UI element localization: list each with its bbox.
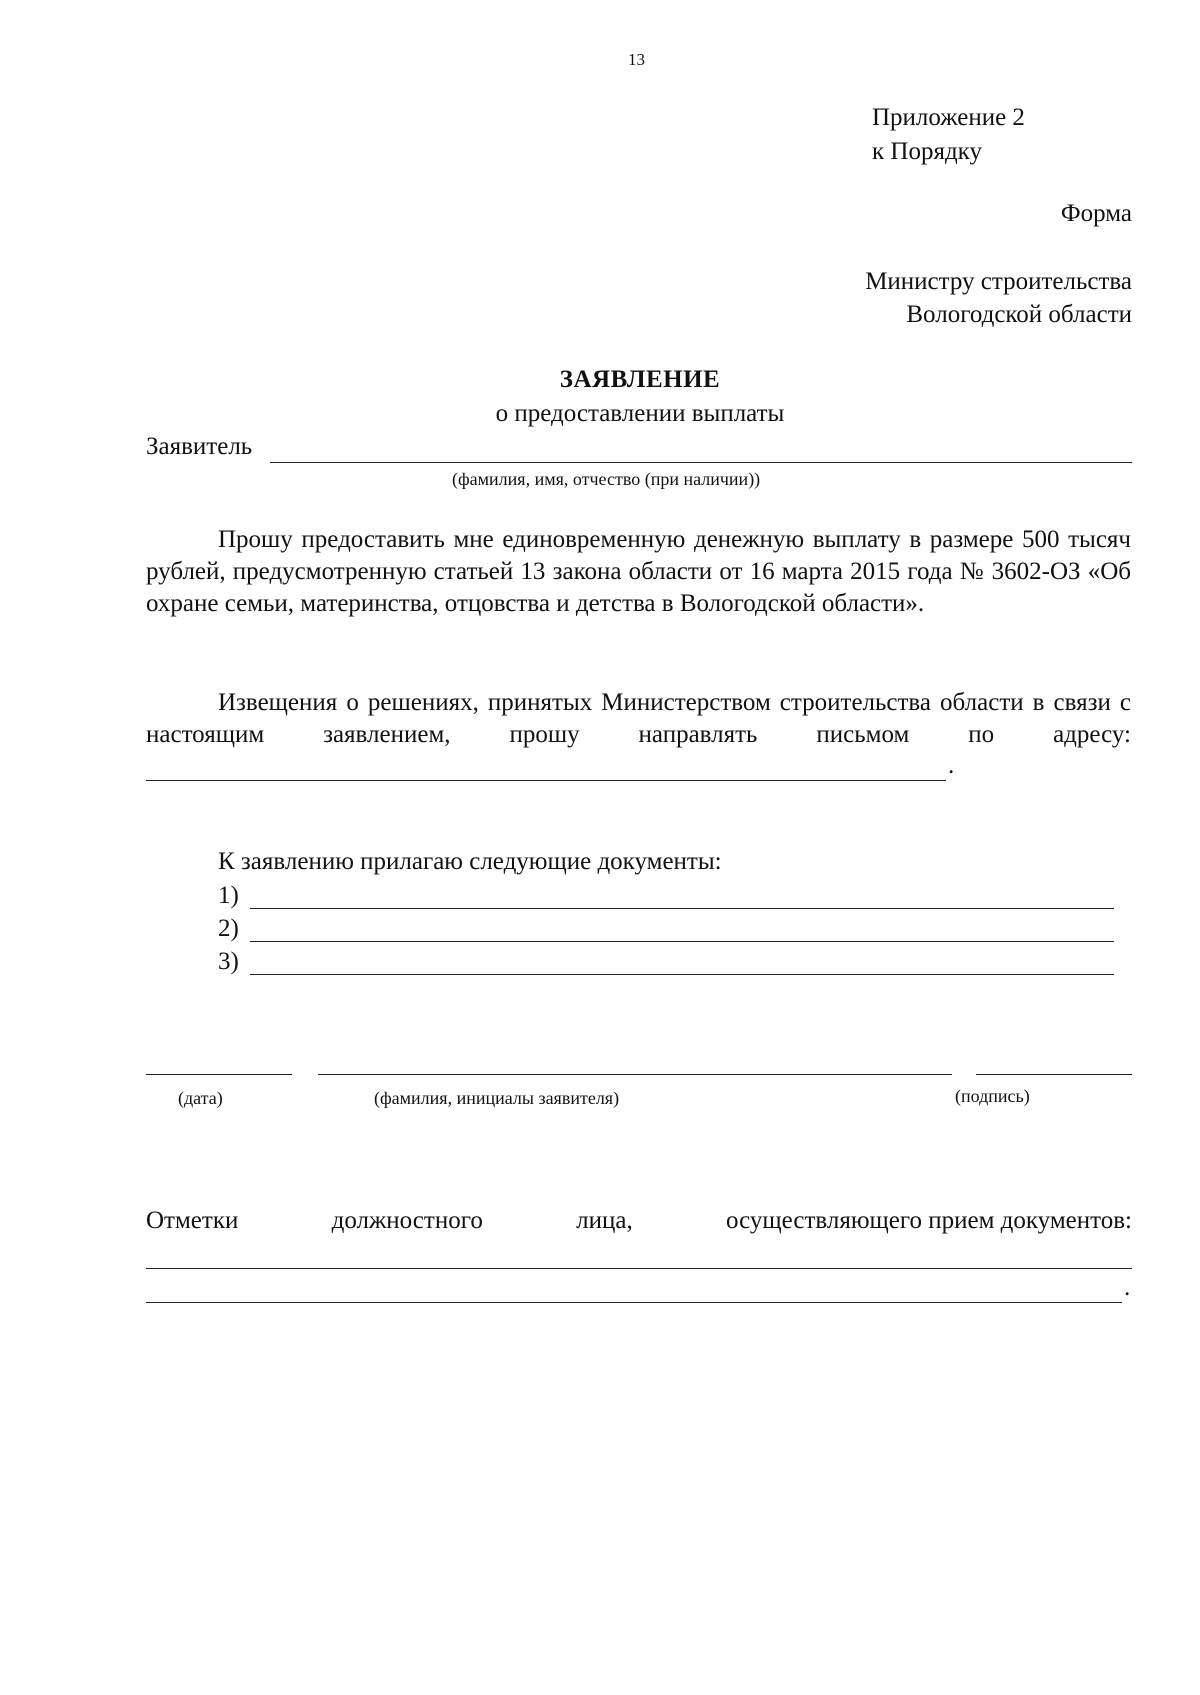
attachment-number-1: 1) [218, 882, 239, 909]
document-subtitle: о предоставлении выплаты [495, 400, 785, 427]
attachment-field-line-1[interactable] [250, 908, 1114, 909]
addressee-line-2: Вологодской области [906, 301, 1132, 328]
official-marks-field-line-2[interactable] [146, 1302, 1122, 1303]
applicant-label: Заявитель [146, 433, 253, 460]
official-marks-word-4: осуществляющего прием документов: [726, 1207, 1132, 1234]
applicant-name-field-line[interactable] [270, 462, 1132, 463]
date-field-line[interactable] [146, 1074, 292, 1075]
official-marks-word-3: лица, [576, 1207, 633, 1234]
form-label: Форма [1060, 200, 1132, 227]
appendix-line-1: Приложение 2 [872, 104, 1025, 131]
appendix-line-2: к Порядку [872, 138, 982, 165]
applicant-name-caption: (фамилия, имя, отчество (при наличии)) [452, 469, 761, 489]
notification-paragraph: Извещения о решениях, принятых Министерством строительства области в связи с настоящим заявлением, прошу направлять письмом по адресу: [146, 689, 1131, 748]
request-paragraph: Прошу предоставить мне единовременную денежную выплату в размере 500 тысяч рублей, предусмотренную статьей 13 закона области от 16 марта 2015 года № 3602-ОЗ «Об охране семьи, материнства, отцовства и детства в Вологодской области». [146, 526, 1131, 617]
signature-field-line[interactable] [976, 1074, 1132, 1075]
address-end-period: . [948, 752, 955, 779]
signature-caption: (подпись) [955, 1086, 1030, 1106]
date-caption: (дата) [178, 1088, 223, 1108]
name-field-line[interactable] [318, 1074, 952, 1075]
attachments-label: К заявлению прилагаю следующие документы: [218, 848, 722, 875]
document-title: ЗАЯВЛЕНИЕ [559, 366, 721, 393]
official-marks-word-2: должностного [331, 1207, 483, 1234]
addressee-line-1: Министру строительства [865, 268, 1132, 295]
address-field-line[interactable] [146, 780, 946, 781]
official-marks-label [146, 1207, 1132, 1235]
official-marks-end-period: . [1124, 1274, 1131, 1301]
name-caption: (фамилия, инициалы заявителя) [374, 1088, 620, 1108]
attachment-field-line-3[interactable] [250, 974, 1114, 975]
attachment-number-2: 2) [218, 915, 239, 942]
attachment-number-3: 3) [218, 948, 239, 975]
page-number: 13 [628, 50, 645, 69]
attachment-field-line-2[interactable] [250, 941, 1114, 942]
official-marks-word-1: Отметки [146, 1207, 239, 1234]
official-marks-field-line-1[interactable] [146, 1268, 1132, 1269]
